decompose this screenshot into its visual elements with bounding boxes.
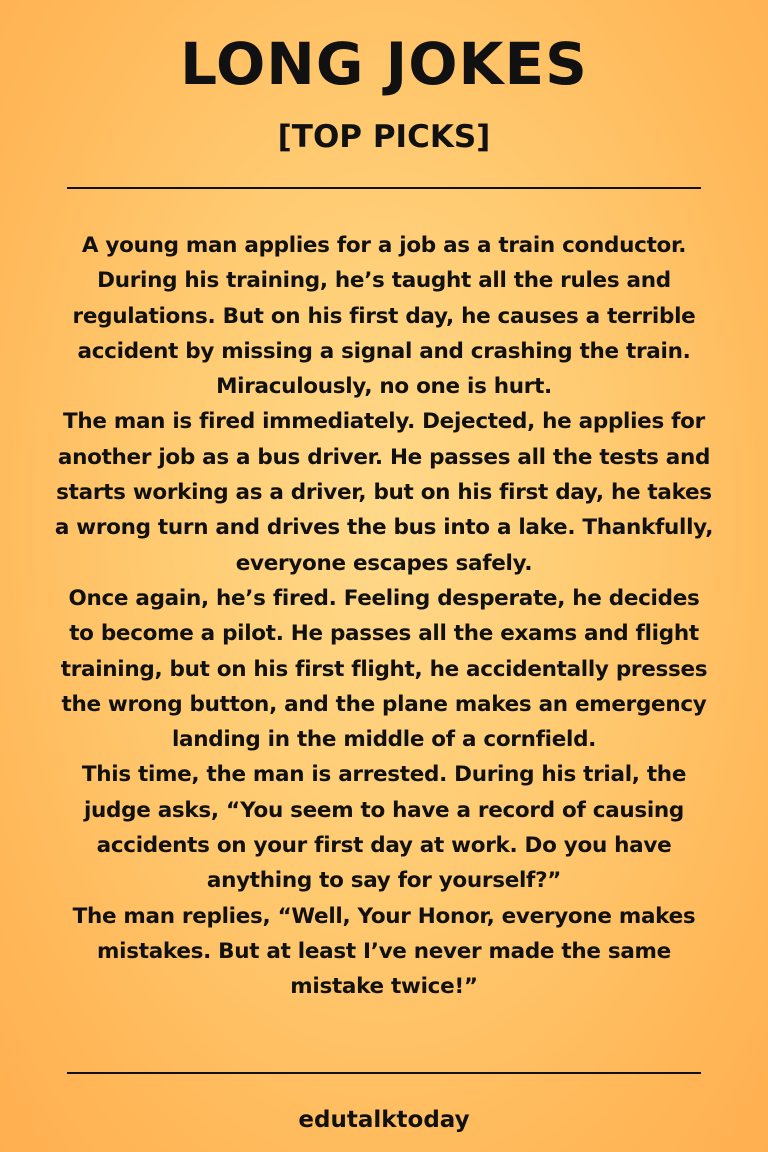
page-subtitle: [TOP PICKS] (277, 119, 491, 155)
bottom-divider (67, 1072, 701, 1074)
joke-paragraph: This time, the man is arrested. During his trial, the judge asks, “You seem to have a record of causing accidents on your first day at work. Do you have anything to say for yourself?” (81, 762, 687, 894)
joke-paragraph: A young man applies for a job as a train conductor. During his training, he’s taught all the rules and regulations. But on his first day, he causes a terrible accident by missing a signal and crashing the train. Miraculously, no one is hurt. (72, 233, 696, 400)
top-divider (67, 187, 701, 189)
joke-paragraph: Once again, he’s fired. Feeling desperate, he decides to become a pilot. He passes all the exams and flight training, but on his first flight, he accidentally presses the wrong button, and the plane makes an emergency landing in the middle of a cornfield. (60, 585, 708, 753)
page-title: LONG JOKES (180, 30, 588, 98)
joke-text (54, 228, 714, 1005)
joke-paragraph: The man is fired immediately. Dejected, he applies for another job as a bus driver. He passes all the tests and starts working as a driver, but on his first day, he takes a wrong turn and drives the bus into a lake. Thankfully, everyone escapes safely. (54, 409, 714, 576)
footer-brand: edutalktoday (298, 1107, 470, 1133)
joke-paragraph: The man replies, “Well, Your Honor, everyone makes mistakes. But at least I’ve never made the same mistake twice!” (72, 903, 696, 1000)
